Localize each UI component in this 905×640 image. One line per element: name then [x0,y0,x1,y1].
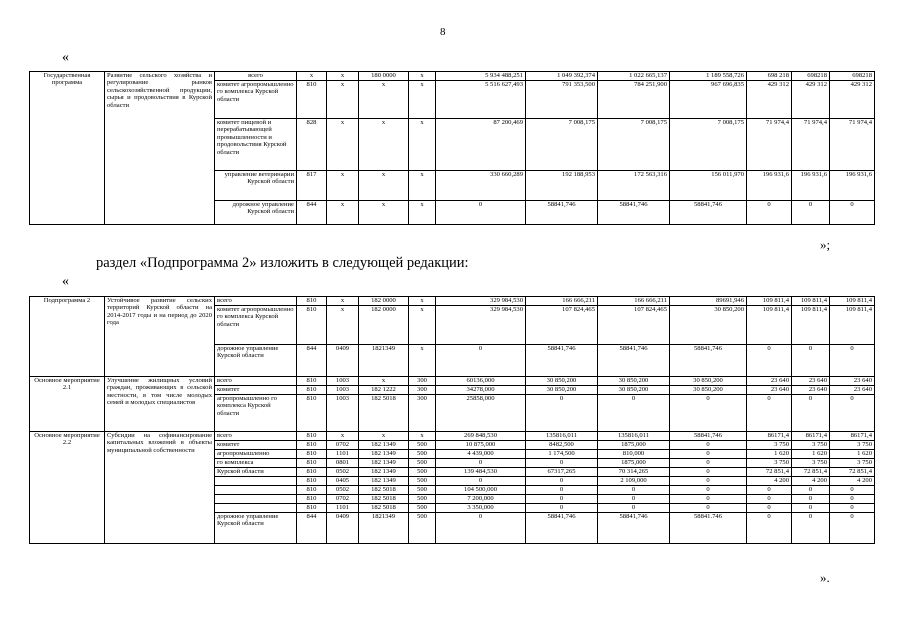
grbs-cell: 810 [297,386,327,395]
table-row [30,377,875,386]
year-cell: 196 931,6 [747,171,792,201]
year-cell: 0 [670,504,747,513]
vr-cell: 500 [409,495,436,504]
year-cell: 109 811,4 [830,297,875,306]
year-cell: 2 109,000 [598,477,670,486]
vr-cell: 500 [409,486,436,495]
rzpr-cell: х [327,201,359,225]
executor-cell: всего [215,432,297,441]
year-cell: 3 750 [830,441,875,450]
csr-cell: 182 1349 [359,477,409,486]
year-cell: 30 850,200 [670,386,747,395]
total-cell: 139 484,530 [436,468,526,477]
measure-name-cell: Основное мероприятие 2.1 [30,377,105,432]
year-cell: 30 850,200 [526,377,598,386]
executor-cell [215,486,297,495]
close-quote-2: ». [820,570,830,585]
year-cell: 0 [792,486,830,495]
year-cell: 7 008,175 [598,119,670,171]
vr-cell: х [409,72,436,81]
csr-cell: х [359,81,409,119]
grbs-cell: 817 [297,171,327,201]
year-cell: 698218 [792,72,830,81]
instruction-sentence: раздел «Подпрограмма 2» изложить в следующей редакции: [96,255,469,271]
year-cell: 0 [670,395,747,432]
grbs-cell: 810 [297,81,327,119]
year-cell: 0 [792,495,830,504]
year-cell: 86171,4 [747,432,792,441]
year-cell: 810,000 [598,450,670,459]
vr-cell: х [409,201,436,225]
vr-cell: х [409,345,436,377]
grbs-cell: 810 [297,477,327,486]
year-cell: 23 640 [747,386,792,395]
year-cell: 1 620 [792,450,830,459]
total-cell: 0 [436,345,526,377]
year-cell: 0 [830,504,875,513]
year-cell: 109 811,4 [830,306,875,345]
csr-cell: 1821349 [359,345,409,377]
total-cell: 0 [436,513,526,544]
vr-cell: 300 [409,377,436,386]
year-cell: 791 353,500 [526,81,598,119]
year-cell: 1 620 [747,450,792,459]
year-cell: 3 750 [830,459,875,468]
executor-cell: Курской области [215,468,297,477]
grbs-cell: 810 [297,486,327,495]
year-cell: 0 [747,504,792,513]
year-cell: 0 [830,495,875,504]
executor-cell: всего [215,377,297,386]
executor-cell: дорожное управление Курской области [215,201,297,225]
total-cell: 4 439,000 [436,450,526,459]
year-cell: 135816,011 [598,432,670,441]
rzpr-cell: х [327,297,359,306]
year-cell: 0 [670,468,747,477]
total-cell: 0 [436,459,526,468]
rzpr-cell: х [327,306,359,345]
grbs-cell: 810 [297,441,327,450]
year-cell: 109 811,4 [747,297,792,306]
grbs-cell: 810 [297,297,327,306]
year-cell: 784 251,900 [598,81,670,119]
rzpr-cell: х [327,119,359,171]
grbs-cell: х [297,72,327,81]
year-cell: 172 563,316 [598,171,670,201]
close-quote-1: »; [820,237,831,252]
executor-cell: го комплекса [215,459,297,468]
total-cell: 5 516 627,493 [436,81,526,119]
measure-title-cell: Улучшение жилищных условий граждан, проживающих в сельской местности, в том числе молодых семей и молодых специалистов [105,377,215,432]
executor-cell: комитет пищевой и перерабатывающей промышленности и продовольствия Курской области [215,119,297,171]
total-cell: 87 200,469 [436,119,526,171]
rzpr-cell: 0801 [327,459,359,468]
year-cell: 0 [747,395,792,432]
vr-cell: х [409,297,436,306]
executor-cell: агропромышленно [215,450,297,459]
vr-cell: 500 [409,468,436,477]
page-number: 8 [440,26,446,38]
vr-cell: х [409,119,436,171]
measure-name-cell: Основное мероприятие 2.2 [30,432,105,544]
csr-cell: 182 1349 [359,441,409,450]
year-cell: 0 [526,395,598,432]
total-cell: 25858,000 [436,395,526,432]
rzpr-cell: х [327,171,359,201]
year-cell: 7 008,175 [526,119,598,171]
rzpr-cell: х [327,81,359,119]
year-cell: 23 640 [747,377,792,386]
year-cell: 86171,4 [792,432,830,441]
year-cell: 23 640 [792,386,830,395]
year-cell: 0 [670,486,747,495]
year-cell: 58841,746 [670,345,747,377]
grbs-cell: 844 [297,201,327,225]
vr-cell: х [409,432,436,441]
year-cell: 109 811,4 [792,297,830,306]
rzpr-cell: х [327,432,359,441]
rzpr-cell: 0409 [327,513,359,544]
year-cell: 30 850,200 [670,377,747,386]
state-program-table [29,71,875,225]
year-cell: 71 974,4 [792,119,830,171]
executor-cell: всего [215,297,297,306]
executor-cell: дорожное управление Курской области [215,345,297,377]
total-cell: 269 848,530 [436,432,526,441]
year-cell: 0 [830,486,875,495]
year-cell: 0 [670,459,747,468]
total-cell: 329 984,530 [436,306,526,345]
csr-cell: х [359,171,409,201]
total-cell: 60136,000 [436,377,526,386]
vr-cell: 500 [409,450,436,459]
grbs-cell: 810 [297,432,327,441]
year-cell: 8482,500 [526,441,598,450]
year-cell: 72 851,4 [830,468,875,477]
year-cell: 71 974,4 [830,119,875,171]
year-cell: 429 312 [792,81,830,119]
year-cell: 58841,746 [670,201,747,225]
year-cell: 0 [526,495,598,504]
csr-cell: 182 0000 [359,297,409,306]
year-cell: 0 [747,495,792,504]
year-cell: 0 [830,513,875,544]
csr-cell: 182 1349 [359,450,409,459]
executor-cell: агропромышленно го комплекса Курской области [215,395,297,432]
subprogram-name-cell: Подпрограмма 2 [30,297,105,377]
executor-cell: комитет агропромышленно го комплекса Курской области [215,306,297,345]
executor-cell [215,477,297,486]
year-cell: 0 [792,201,830,225]
year-cell: 30 850,200 [526,386,598,395]
csr-cell: 182 1222 [359,386,409,395]
vr-cell: 500 [409,504,436,513]
grbs-cell: 810 [297,306,327,345]
executor-cell: всего [215,72,297,81]
year-cell: 429 312 [747,81,792,119]
year-cell: 86171,4 [830,432,875,441]
rzpr-cell: 0502 [327,468,359,477]
total-cell: 7 200,000 [436,495,526,504]
year-cell: 58841,746 [526,513,598,544]
year-cell: 166 666,211 [526,297,598,306]
year-cell: 72 851,4 [792,468,830,477]
year-cell: 1875,000 [598,441,670,450]
year-cell: 23 640 [830,386,875,395]
year-cell: 23 640 [792,377,830,386]
rzpr-cell: 1003 [327,386,359,395]
year-cell: 30 850,200 [598,386,670,395]
csr-cell: х [359,377,409,386]
year-cell: 0 [747,345,792,377]
grbs-cell: 844 [297,345,327,377]
executor-cell [215,504,297,513]
total-cell: 5 934 488,251 [436,72,526,81]
year-cell: 67317,265 [526,468,598,477]
year-cell: 429 312 [830,81,875,119]
year-cell: 3 750 [792,459,830,468]
year-cell: 196 931,6 [830,171,875,201]
year-cell: 0 [526,486,598,495]
year-cell: 698218 [830,72,875,81]
year-cell: 0 [598,395,670,432]
grbs-cell: 810 [297,377,327,386]
total-cell: 330 660,289 [436,171,526,201]
subprogram-title-cell: Устойчивое развитие сельских территорий Курской области на 2014-2017 годы и на период до 2020 года [105,297,215,377]
year-cell: 1 189 558,726 [670,72,747,81]
total-cell: 329 984,530 [436,297,526,306]
year-cell: 0 [830,345,875,377]
year-cell: 0 [670,450,747,459]
year-cell: 23 640 [830,377,875,386]
year-cell: 107 824,465 [598,306,670,345]
vr-cell: 500 [409,441,436,450]
subprogram-2-table [29,296,875,544]
measure-title-cell: Субсидии на софинансирование капитальных вложений в объекты муниципальной собственности [105,432,215,544]
rzpr-cell: 1101 [327,450,359,459]
executor-cell: комитет агропромышленно го комплекса Курской области [215,81,297,119]
grbs-cell: 810 [297,450,327,459]
year-cell: 0 [830,201,875,225]
vr-cell: х [409,306,436,345]
year-cell: 109 811,4 [747,306,792,345]
year-cell: 72 851,4 [747,468,792,477]
csr-cell: 180 0000 [359,72,409,81]
year-cell: 0 [598,486,670,495]
year-cell: 30 850,200 [670,306,747,345]
rzpr-cell: 0405 [327,477,359,486]
year-cell: 3 750 [747,459,792,468]
year-cell: 0 [747,201,792,225]
rzpr-cell: 1003 [327,377,359,386]
year-cell: 4 200 [792,477,830,486]
executor-cell [215,495,297,504]
year-cell: 1 049 392,374 [526,72,598,81]
year-cell: 4 200 [747,477,792,486]
total-cell: 104 500,000 [436,486,526,495]
grbs-cell: 810 [297,395,327,432]
year-cell: 0 [526,477,598,486]
year-cell: 58841,746 [598,345,670,377]
year-cell: 1 022 665,137 [598,72,670,81]
year-cell: 0 [792,504,830,513]
program-title-cell: Развитие сельского хозяйства и регулирование рынков сельскохозяйственной продукции, сырья и продовольствия в Курской области [105,72,215,225]
grbs-cell: 810 [297,468,327,477]
csr-cell: х [359,432,409,441]
rzpr-cell: 0702 [327,441,359,450]
executor-cell: управление ветеринарии Курской области [215,171,297,201]
rzpr-cell: 0702 [327,495,359,504]
open-quote-2: « [62,274,69,289]
year-cell: 107 824,465 [526,306,598,345]
rzpr-cell: 1003 [327,395,359,432]
year-cell: 3 750 [792,441,830,450]
year-cell: 58841,746 [598,513,670,544]
year-cell: 1875,000 [598,459,670,468]
vr-cell: х [409,81,436,119]
year-cell: 7 008,175 [670,119,747,171]
total-cell: 10 875,000 [436,441,526,450]
year-cell: 71 974,4 [747,119,792,171]
year-cell: 0 [830,395,875,432]
year-cell: 70 314,265 [598,468,670,477]
grbs-cell: 828 [297,119,327,171]
csr-cell: х [359,119,409,171]
program-name-cell: Государственная программа [30,72,105,225]
csr-cell: 182 5018 [359,495,409,504]
year-cell: 3 750 [747,441,792,450]
year-cell: 30 850,200 [598,377,670,386]
open-quote-1: « [62,50,69,65]
year-cell: 0 [792,395,830,432]
year-cell: 0 [670,441,747,450]
table-row [30,72,875,81]
executor-cell: комитет [215,441,297,450]
csr-cell: 182 1349 [359,468,409,477]
vr-cell: 500 [409,459,436,468]
table-row [30,432,875,441]
year-cell: 109 811,4 [792,306,830,345]
year-cell: 4 200 [830,477,875,486]
rzpr-cell: 0409 [327,345,359,377]
grbs-cell: 844 [297,513,327,544]
total-cell: 0 [436,201,526,225]
year-cell: 166 666,211 [598,297,670,306]
executor-cell: комитет [215,386,297,395]
year-cell: 156 011,970 [670,171,747,201]
year-cell: 135816,011 [526,432,598,441]
csr-cell: 182 5018 [359,395,409,432]
year-cell: 698 218 [747,72,792,81]
executor-cell: дорожное управление Курской области [215,513,297,544]
year-cell: 0 [792,345,830,377]
csr-cell: 182 5018 [359,504,409,513]
year-cell: 1 174,500 [526,450,598,459]
csr-cell: 1821349 [359,513,409,544]
csr-cell: 182 0000 [359,306,409,345]
year-cell: 0 [792,513,830,544]
vr-cell: 300 [409,386,436,395]
csr-cell: 182 5018 [359,486,409,495]
year-cell: 0 [670,495,747,504]
year-cell: 192 188,953 [526,171,598,201]
rzpr-cell: 0502 [327,486,359,495]
year-cell: 0 [526,459,598,468]
csr-cell: 182 1349 [359,459,409,468]
year-cell: 0 [670,477,747,486]
year-cell: 196 931,6 [792,171,830,201]
year-cell: 0 [526,504,598,513]
rzpr-cell: 1101 [327,504,359,513]
year-cell: 0 [598,495,670,504]
year-cell: 58841,746 [526,345,598,377]
grbs-cell: 810 [297,495,327,504]
year-cell: 58841,746 [598,201,670,225]
year-cell: 58841,746 [526,201,598,225]
year-cell: 58841.746 [670,513,747,544]
vr-cell: х [409,171,436,201]
total-cell: 34278,000 [436,386,526,395]
year-cell: 89691,946 [670,297,747,306]
year-cell: 967 696,835 [670,81,747,119]
year-cell: 1 620 [830,450,875,459]
vr-cell: 500 [409,477,436,486]
grbs-cell: 810 [297,504,327,513]
vr-cell: 500 [409,513,436,544]
year-cell: 0 [598,504,670,513]
vr-cell: 300 [409,395,436,432]
rzpr-cell: х [327,72,359,81]
year-cell: 58841,746 [670,432,747,441]
grbs-cell: 810 [297,459,327,468]
csr-cell: х [359,201,409,225]
table-row [30,297,875,306]
year-cell: 0 [747,486,792,495]
total-cell: 3 350,000 [436,504,526,513]
total-cell: 0 [436,477,526,486]
year-cell: 0 [747,513,792,544]
